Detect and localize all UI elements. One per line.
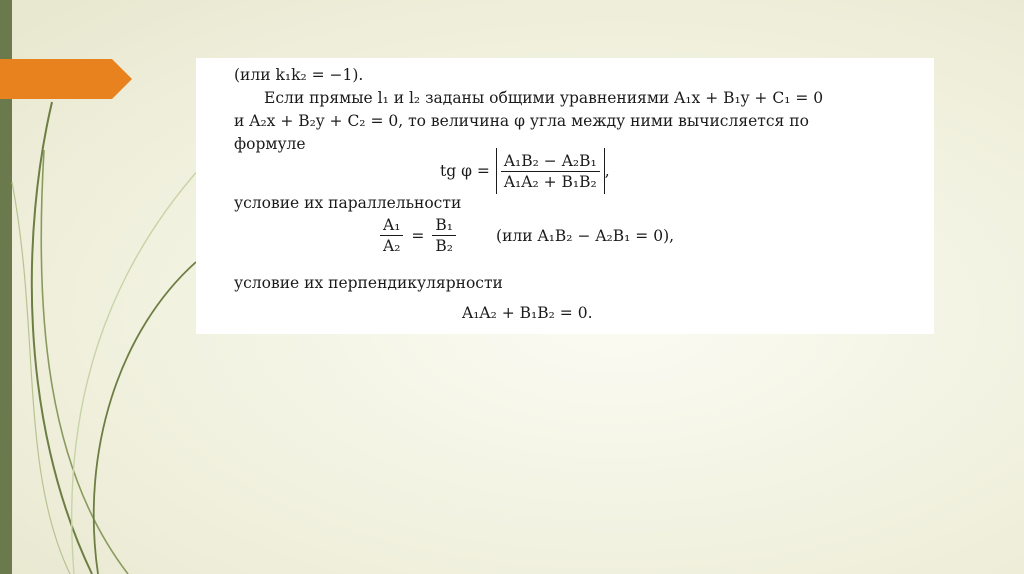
formula-perpendicular: A₁A₂ + B₁B₂ = 0. (462, 304, 593, 322)
formula-tangent (440, 148, 610, 194)
text-line-3: и A₂x + B₂y + C₂ = 0, то величина φ угла между ними вычисляется по (234, 112, 809, 130)
tangent-denominator: A₁A₂ + B₁B₂ (503, 172, 597, 191)
parallel-fraction-a-num: A₁ (380, 216, 403, 236)
parallel-fraction-b-num: B₁ (432, 216, 456, 236)
formula-parallel (380, 216, 674, 255)
swoosh-line-4 (94, 262, 196, 574)
orange-arrow-tab (0, 59, 132, 99)
parallel-fraction-a-den: A₂ (383, 237, 401, 255)
parallel-fraction-b (432, 216, 456, 255)
swoosh-line-1 (32, 102, 92, 574)
tangent-numerator: A₁B₂ − A₂B₁ (501, 152, 600, 172)
parallel-label: условие их параллельности (234, 194, 462, 212)
parallel-alternative: (или A₁B₂ − A₂B₁ = 0), (496, 226, 675, 245)
parallel-fraction-a (380, 216, 403, 255)
formula-tangent-lhs: tg φ = (440, 162, 490, 180)
tangent-fraction (501, 152, 600, 191)
text-line-1: (или k₁k₂ = −1). (234, 66, 364, 84)
formula-tangent-trailing: , (604, 162, 610, 180)
document-excerpt (196, 58, 934, 334)
parallel-equals: = (411, 226, 425, 245)
text-line-4: формуле (234, 135, 306, 153)
absolute-value (496, 148, 605, 194)
swoosh-line-2 (41, 150, 128, 574)
parallel-fraction-b-den: B₂ (435, 237, 454, 255)
text-line-2: Если прямые l₁ и l₂ заданы общими уравнениями A₁x + B₁y + C₁ = 0 (264, 89, 824, 107)
perpendicular-label: условие их перпендикулярности (234, 274, 503, 292)
